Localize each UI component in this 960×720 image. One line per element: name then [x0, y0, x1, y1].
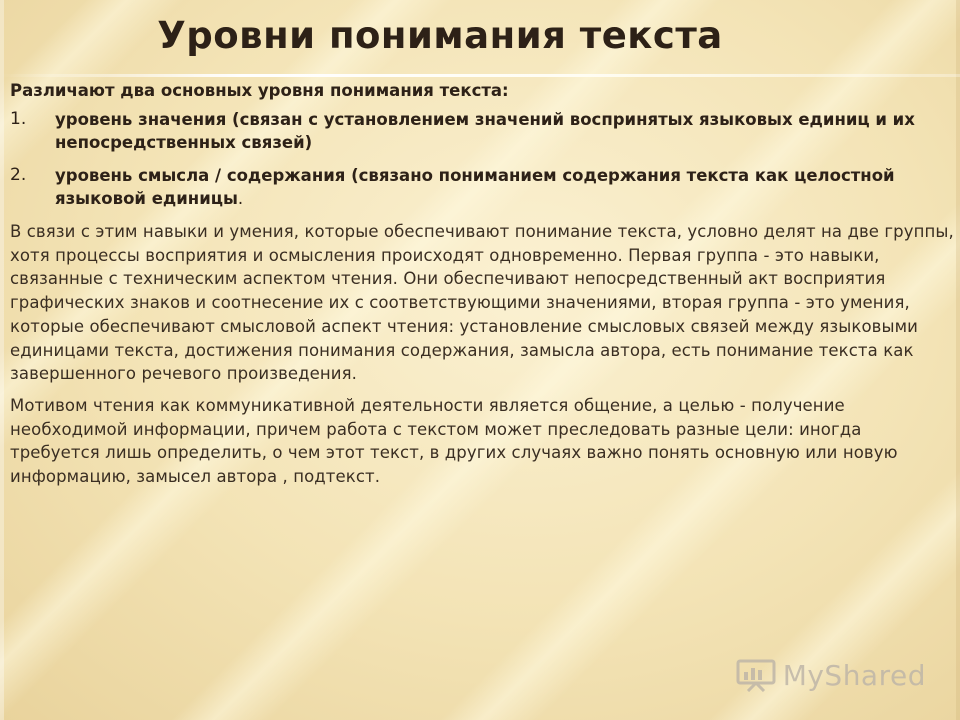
title-divider: [0, 74, 960, 77]
list-item-text: уровень смысла / содержания (связано пониманием содержания текста как целостной языковой единицы: [55, 166, 895, 208]
watermark: [735, 658, 926, 692]
list-item-tail: .: [237, 189, 244, 208]
presentation-board-icon: [735, 658, 777, 692]
list-number: 2.: [10, 165, 27, 185]
levels-list: [10, 108, 955, 210]
list-item: [10, 164, 955, 210]
list-number: 1.: [10, 109, 27, 129]
list-item-text: уровень значения (связан с установлением значений воспринятых языковых единиц и их непосредственных связей): [55, 110, 915, 152]
body-paragraph-2: Мотивом чтения как коммуникативной деятельности является общение, а целью - получение необходимой информации, причем работа с текстом может преследовать разные цели: иногда требуется лишь определить, о чем этот текст, в других случаях важно понять основную или новую информацию, замысел автора , подтекст.: [10, 395, 898, 487]
watermark-text: MyShared: [782, 658, 926, 692]
slide-title: Уровни понимания текста: [157, 14, 723, 57]
lead-text: Различают два основных уровня понимания текста:: [10, 81, 509, 100]
slide-content: [10, 80, 955, 489]
list-item: [10, 108, 955, 154]
body-paragraph-1: В связи с этим навыки и умения, которые обеспечивают понимание текста, условно делят на две группы, хотя процессы восприятия и осмысления происходят одновременно. Первая группа - это навыки, связанные с техническим аспектом чтения. Они обеспечивают непосредственный акт восприятия графических знаков и соотнесение их с соответствующими значениями, вторая группа - это умения, которые обеспечивают смысловой аспект чтения: установление смысловых связей между языковыми единицами текста, достижения понимания содержания, замысла автора, есть понимание текста как завершенного речевого произведения.: [10, 222, 954, 384]
